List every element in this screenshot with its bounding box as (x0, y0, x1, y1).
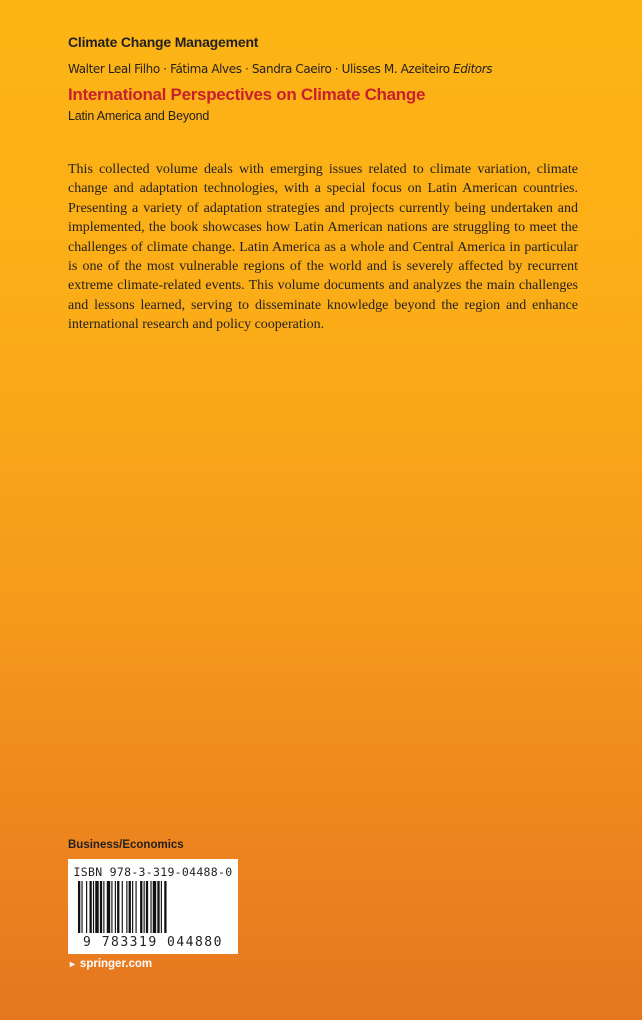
isbn-label: ISBN 978-3-319-04488-0 (73, 865, 233, 879)
editors-role: Editors (453, 62, 493, 76)
publisher-link-text: springer.com (79, 958, 153, 970)
book-description: This collected volume deals with emerging issues related to climate variation, climate change and adaptation technologies, with a special focus on Latin American countries. Presenting a variety of adaptation strategies and projects currently being undertaken and implemented, the book showcases how Latin American nations are struggling to meet the challenges of climate change. Latin America as a whole and Central America in particular is one of the most vulnerable regions of the world and is severely affected by recurrent extreme climate-related events. This volume documents and analyzes the main challenges and lessons learned, serving to disseminate knowledge beyond the region and enhance international research and policy cooperation. (68, 162, 578, 333)
subject-category: Business/Economics (68, 839, 184, 851)
barcode-digits: 9 783319 044880 (83, 935, 223, 950)
isbn-barcode (68, 859, 238, 954)
book-title: International Perspectives on Climate Change (68, 85, 426, 104)
publisher-link[interactable] (68, 958, 152, 970)
barcode-icon (78, 881, 228, 933)
series-name: Climate Change Management (68, 34, 259, 50)
editor-names: Walter Leal Filho · Fátima Alves · Sandra Caeiro · Ulisses M. Azeiteiro (68, 62, 450, 76)
editors-line (68, 62, 492, 76)
arrow-right-icon: ► (68, 959, 77, 969)
book-subtitle: Latin America and Beyond (68, 109, 210, 123)
